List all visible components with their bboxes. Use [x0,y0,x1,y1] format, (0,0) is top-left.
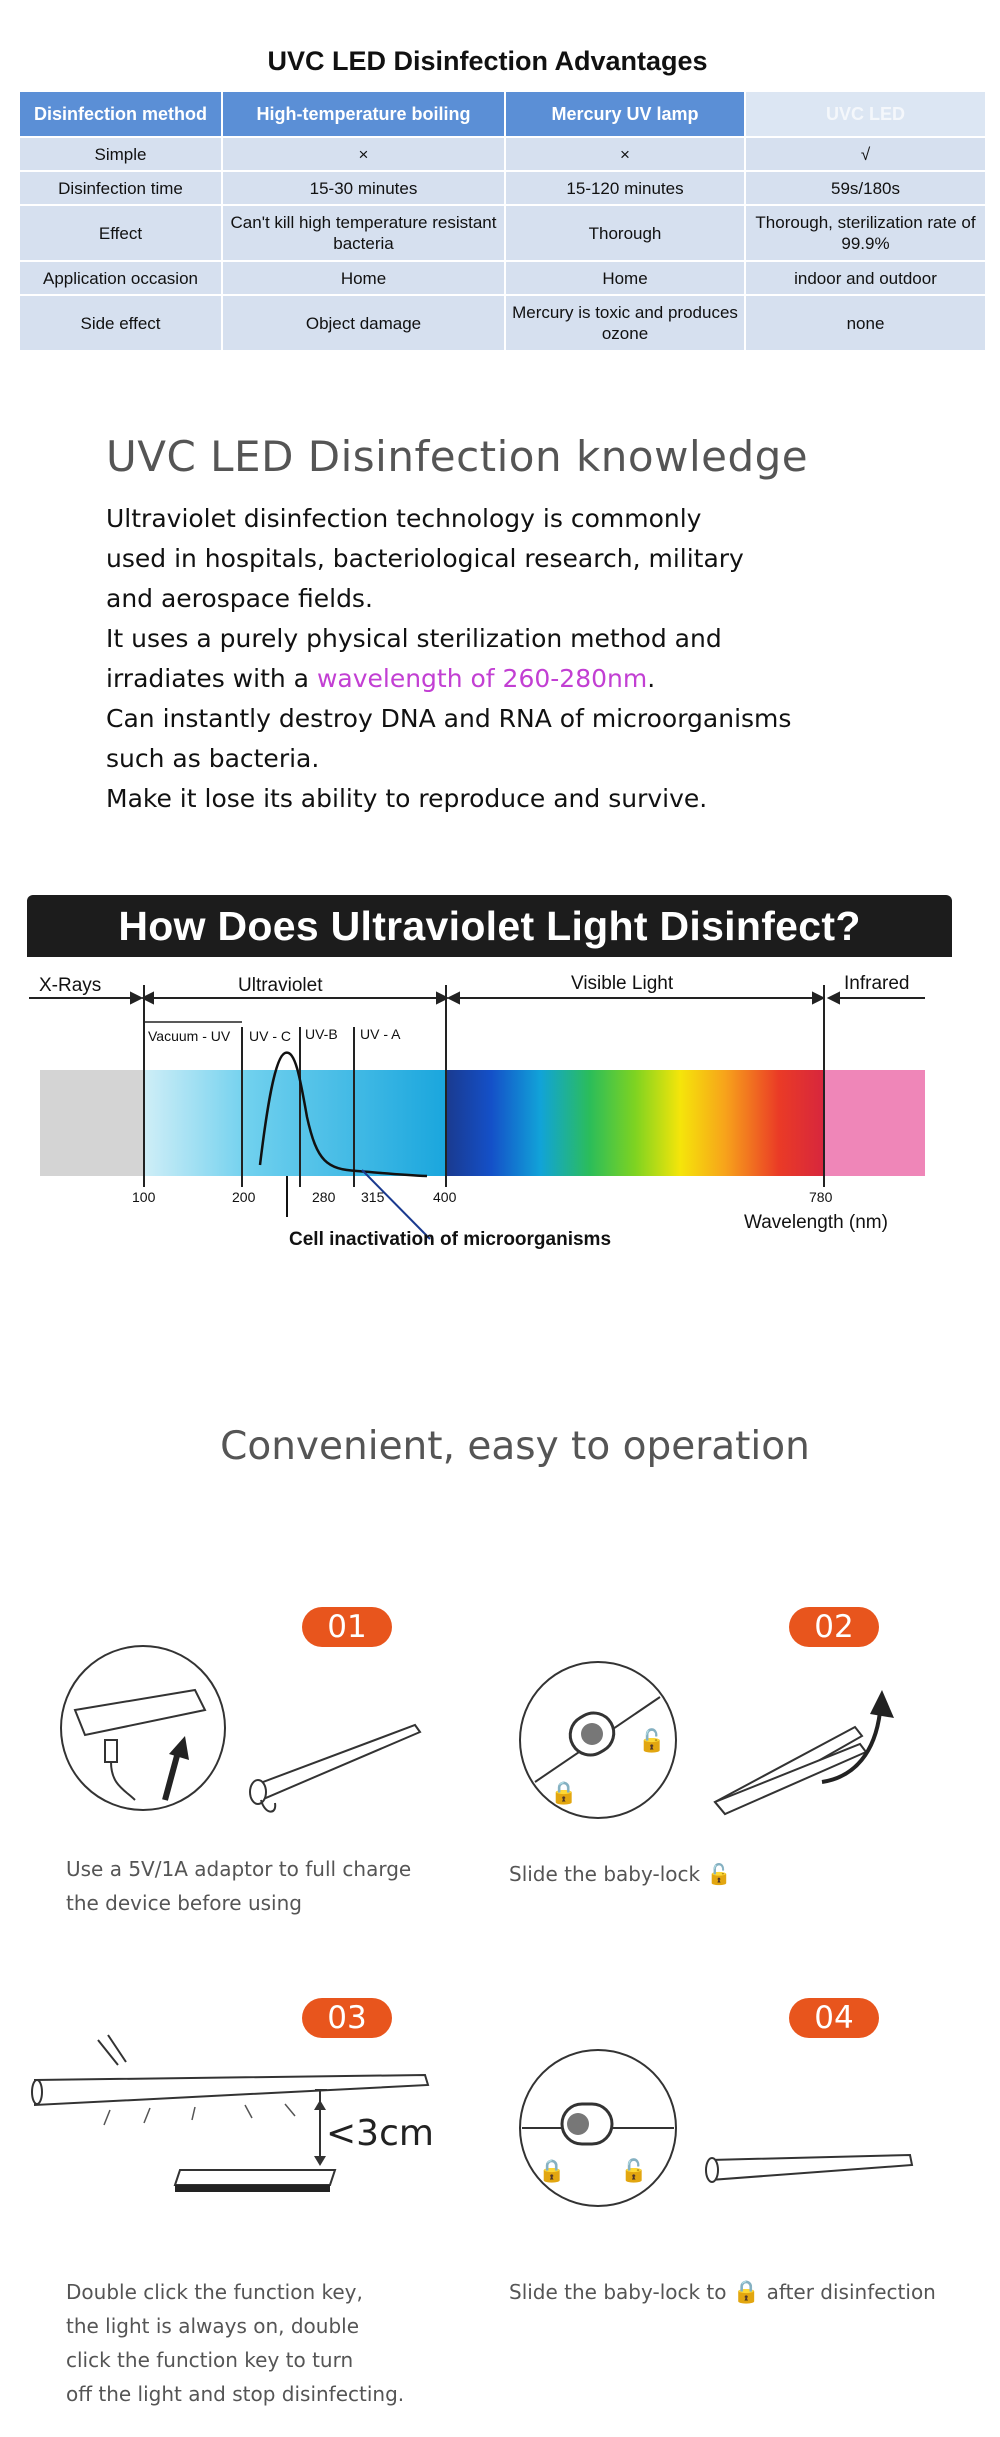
knowledge-text: irradiates with a [106,664,317,693]
table-cell: Can't kill high temperature resistant bacteria [222,205,505,261]
table-header-cell: High-temperature boiling [222,91,505,137]
table-cell: Thorough [505,205,745,261]
ultraviolet-label: Ultraviolet [238,975,323,996]
tick-label: 100 [132,1189,156,1205]
step-caption-04 [509,2275,979,2310]
unlock-icon: 🔓 [638,1728,666,1753]
table-title: UVC LED Disinfection Advantages [267,46,708,76]
table-cell: Disinfection time [19,171,222,205]
caption-text: after disinfection [766,2280,936,2304]
table-cell: Thorough, sterilization rate of 99.9% [745,205,986,261]
knowledge-title: UVC LED Disinfection knowledge [106,432,809,481]
table-cell: Application occasion [19,261,222,295]
knowledge-line [106,659,926,699]
visible-band [446,1070,824,1176]
unlock-illustration [510,1652,920,1832]
step-caption-03 [66,2275,486,2411]
table-cell: 15-120 minutes [505,171,745,205]
table-cell: × [222,137,505,171]
table-cell: Home [222,261,505,295]
table-cell: Side effect [19,295,222,351]
caption-line: off the light and stop disinfecting. [66,2382,405,2406]
knowledge-text: . [647,664,656,693]
tick-label: 280 [312,1189,336,1205]
knowledge-line: Can instantly destroy DNA and RNA of microorganisms [106,704,792,733]
knowledge-line: Make it lose its ability to reproduce and survive. [106,784,708,813]
step-caption-02 [509,1857,909,1891]
caption-line: the device before using [66,1891,302,1915]
tick-label: 400 [433,1189,457,1205]
step-badge-01: 01 [302,1607,392,1647]
table-row [19,171,986,205]
spectrum-banner: How Does Ultraviolet Light Disinfect? [27,895,952,957]
charging-illustration [55,1640,435,1820]
table-header-cell: Mercury UV lamp [505,91,745,137]
step-badge-02: 02 [789,1607,879,1647]
xrays-label: X-Rays [39,975,102,996]
uv-band [144,1070,446,1176]
knowledge-line: Ultraviolet disinfection technology is commonly [106,504,702,533]
table-cell: √ [745,137,986,171]
step-caption-01 [66,1852,426,1920]
lock-icon: 🔒 [550,1780,578,1805]
table-cell: 59s/180s [745,171,986,205]
tick-label: 315 [361,1189,385,1205]
knowledge-line: It uses a purely physical sterilization method and [106,624,722,653]
table-row [19,137,986,171]
table-cell: Effect [19,205,222,261]
caption-text: Slide the baby-lock to [509,2280,727,2304]
operation-title: Convenient, easy to operation [220,1424,810,1469]
table-cell: × [505,137,745,171]
lock-icon: 🔒 [732,2280,761,2305]
knowledge-body [106,499,926,819]
unlock-icon: 🔓 [706,1862,732,1886]
knowledge-line: such as bacteria. [106,744,320,773]
xray-band [40,1070,144,1176]
caption-line: Slide the baby-lock [509,1862,701,1886]
hover-illustration [30,2030,440,2200]
knowledge-line: used in hospitals, bacteriological research, military [106,544,744,573]
lock-illustration [510,2040,920,2220]
table-row [19,295,986,351]
finger-icon [98,2035,126,2065]
lock-icon: 🔒 [538,2158,566,2183]
step-badge-03: 03 [302,1998,392,2038]
table-row [19,205,986,261]
arrow-up-icon [165,1752,178,1800]
table-header-row [19,91,986,137]
knowledge-line: and aerospace fields. [106,584,373,613]
wavelength-axis-label: Wavelength (nm) [744,1212,888,1233]
table-cell: indoor and outdoor [745,261,986,295]
tick-label: 780 [809,1189,833,1205]
spectrum-diagram [27,957,952,1257]
table-cell: Home [505,261,745,295]
distance-label: <3cm [326,2113,434,2154]
inactivation-caption: Cell inactivation of microorganisms [289,1229,612,1250]
tick-label: 200 [232,1189,256,1205]
table-header-cell: UVC LED [745,91,986,137]
table-cell: 15-30 minutes [222,171,505,205]
table-row [19,261,986,295]
uvb-label: UV-B [305,1026,338,1042]
caption-line: click the function key to turn [66,2348,354,2372]
caption-line: Double click the function key, [66,2280,363,2304]
range-arrows [29,993,925,1003]
infrared-label: Infrared [844,973,910,994]
caption-line: the light is always on, double [66,2314,360,2338]
vacuum-uv-label: Vacuum - UV [148,1028,231,1044]
usb-port-icon [105,1740,117,1762]
table-cell: Simple [19,137,222,171]
caption-line: Use a 5V/1A adaptor to full charge [66,1857,412,1881]
visible-light-label: Visible Light [571,973,674,994]
advantages-table [18,90,987,352]
table-header-cell: Disinfection method [19,91,222,137]
wavelength-highlight: wavelength of 260-280nm [316,664,648,693]
table-cell: Mercury is toxic and produces ozone [505,295,745,351]
infrared-band [824,1070,925,1176]
uva-label: UV - A [360,1026,401,1042]
uvc-label: UV - C [249,1028,291,1044]
unlock-icon: 🔓 [620,2158,648,2183]
table-cell: none [745,295,986,351]
table-cell: Object damage [222,295,505,351]
step-badge-04: 04 [789,1998,879,2038]
